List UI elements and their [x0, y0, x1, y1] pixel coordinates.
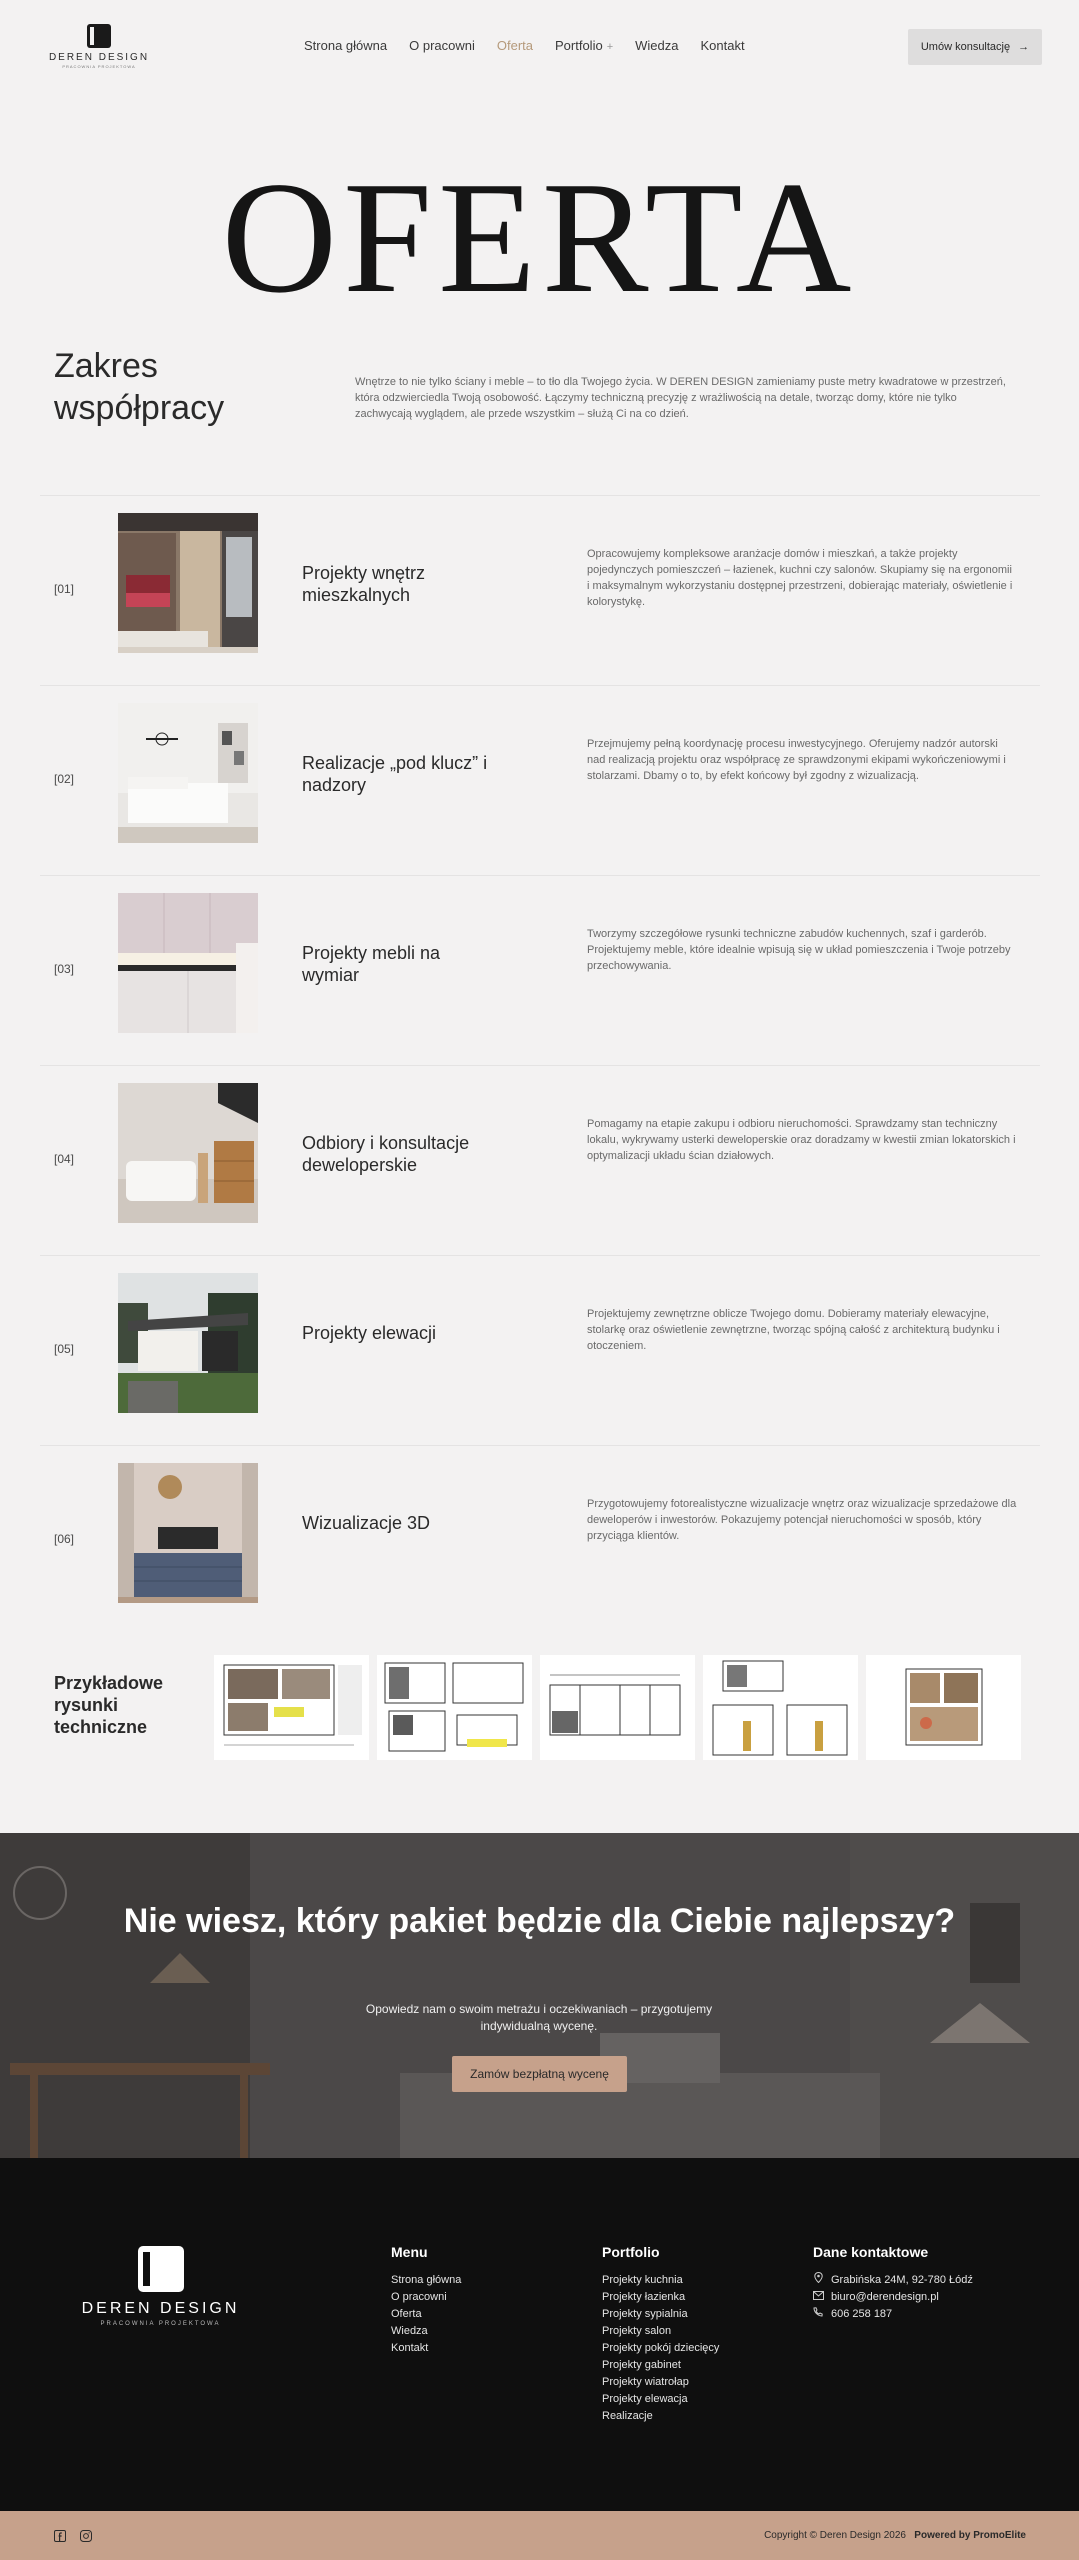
footer-menu: [391, 2244, 461, 2357]
book-consultation-button[interactable]: [908, 29, 1042, 65]
banner-subtitle: Opowiedz nam o swoim metrażu i oczekiwaniach – przygotujemy indywidualną wycenę.: [365, 2002, 713, 2033]
mail-icon: [813, 2289, 823, 2306]
footer-link-office[interactable]: Projekty gabinet: [602, 2359, 681, 2371]
footer-link-home[interactable]: Strona główna: [391, 2274, 462, 2286]
service-description: Tworzymy szczegółowe rysunki techniczne zabudów kuchennych, szaf i garderób. Projektujemy meble, które idealnie wpisują się w układ pomieszczenia i Twoje potrzeby przechowywania.: [587, 928, 1011, 972]
drawing-thumbnail[interactable]: [866, 1655, 1021, 1760]
service-description: Przygotowujemy fotorealistyczne wizualizacje wnętrz oraz wizualizacje sprzedażowe dla deweloperów i inwestorów. Pokazujemy potencjał nieruchomości w sposób, który przyciąga klientów.: [587, 1498, 1017, 1542]
footer-link-kids-room[interactable]: Projekty pokój dziecięcy: [602, 2342, 720, 2354]
nav-portfolio[interactable]: [555, 38, 613, 53]
service-image-consulting: [118, 1083, 258, 1223]
footer-contact: [813, 2244, 973, 2323]
drawing-thumbnail[interactable]: [377, 1655, 532, 1760]
service-row: [40, 1445, 1040, 1635]
footer-phone-text: 606 258 187: [831, 2308, 893, 2320]
service-row: [40, 495, 1040, 685]
nav-home[interactable]: Strona główna: [304, 38, 388, 53]
service-image-furniture: [118, 893, 258, 1033]
drawings-heading: Przykładowe rysunki techniczne: [54, 1673, 164, 1737]
location-pin-icon: [813, 2272, 823, 2289]
service-title: Projekty mebli na wymiar: [302, 943, 441, 985]
banner-title: Nie wiesz, który pakiet będzie dla Ciebie najlepszy?: [123, 1902, 956, 1940]
page-title: OFERTA: [221, 148, 858, 326]
service-number: [06]: [54, 1532, 75, 1546]
service-image-3d: [118, 1463, 258, 1603]
footer-logo[interactable]: [68, 2246, 253, 2327]
footer-portfolio: [602, 2244, 719, 2425]
bottom-bar: [0, 2511, 1079, 2560]
copyright: [764, 2530, 1026, 2541]
brand-logo[interactable]: [44, 24, 154, 70]
footer-email-text: biuro@derendesign.pl: [831, 2291, 939, 2303]
plus-icon: +: [606, 41, 614, 53]
phone-icon: [813, 2306, 823, 2323]
book-consultation-label: Umów konsultację: [920, 41, 1011, 53]
footer-link-contact[interactable]: Kontakt: [391, 2342, 429, 2354]
copyright-text: Copyright © Deren Design 2026: [764, 2530, 906, 2541]
footer-link-facade[interactable]: Projekty elewacja: [602, 2393, 688, 2405]
facebook-icon[interactable]: [54, 2529, 66, 2541]
site-header: [0, 0, 1079, 94]
service-row: [40, 875, 1040, 1065]
footer-link-kitchen[interactable]: Projekty kuchnia: [602, 2274, 683, 2286]
logo-tagline: PRACOWNIA PROJEKTOWA: [62, 64, 136, 69]
footer-link-bedroom[interactable]: Projekty sypialnia: [602, 2308, 688, 2320]
footer-link-realizations[interactable]: Realizacje: [602, 2410, 653, 2422]
arrow-right-icon: →: [1018, 41, 1030, 53]
footer-link-knowledge[interactable]: Wiedza: [391, 2325, 428, 2337]
service-title: Projekty wnętrz mieszkalnych: [302, 563, 426, 605]
intro-heading: Zakres współpracy: [54, 347, 225, 427]
service-title: Realizacje „pod klucz” i nadzory: [302, 753, 488, 795]
banner-background-image: [0, 1833, 1079, 2158]
footer-link-bathroom[interactable]: Projekty łazienka: [602, 2291, 686, 2303]
main-nav: [304, 38, 767, 53]
service-number: [04]: [54, 1152, 75, 1166]
intro-text: Wnętrze to nie tylko ściany i meble – to tło dla Twojego życia. W DEREN DESIGN zamieniamy puste metry kwadratowe w przestrzeń, która odzwierciedla Twoją osobowość. Łączymy techniczną precyzję z wrażliwością na detale, tworząc domy, które nie tylko zachwycają wyglądem, ale przede wszystkim – służą Ci na co dzień.: [355, 376, 1006, 420]
footer-address: [813, 2272, 973, 2289]
service-row: [40, 1065, 1040, 1255]
service-title: Odbiory i konsultacje deweloperskie: [302, 1133, 470, 1175]
drawing-thumbnail[interactable]: [703, 1655, 858, 1760]
drawing-thumbnail[interactable]: [214, 1655, 369, 1760]
drawing-thumbnail[interactable]: [540, 1655, 695, 1760]
service-description: Pomagamy na etapie zakupu i odbioru nieruchomości. Sprawdzamy stan techniczny lokalu, wykrywamy usterki deweloperskie oraz doradzamy w kwestii zmian lokatorskich i optymalizacji układu ścian działowych.: [587, 1118, 1016, 1162]
footer-menu-heading: Menu: [391, 2244, 428, 2260]
footer-email[interactable]: [813, 2289, 973, 2306]
footer-address-text: Grabińska 24M, 92-780 Łódź: [831, 2274, 973, 2286]
services-list: [40, 495, 1040, 1635]
free-quote-button[interactable]: Zamów bezpłatną wycenę: [452, 2056, 627, 2092]
service-image-living: [118, 513, 258, 653]
service-row: [40, 685, 1040, 875]
nav-contact[interactable]: Kontakt: [700, 38, 745, 53]
pricing-cta-banner: [0, 1833, 1079, 2158]
service-number: [01]: [54, 582, 75, 596]
footer-logo-tagline: PRACOWNIA PROJEKTOWA: [100, 2321, 221, 2327]
service-description: Przejmujemy pełną koordynację procesu inwestycyjnego. Oferujemy nadzór autorski nad realizacją projektu oraz współpracę ze sprawdzonymi ekipami wykończeniowymi i stolarzami. Dbamy o to, by efekt końcowy był zgodny z wizualizacją.: [587, 738, 1006, 782]
footer-contact-heading: Dane kontaktowe: [813, 2244, 929, 2260]
service-description: Projektujemy zewnętrzne oblicze Twojego domu. Dobieramy materiały elewacyjne, stolarkę oraz oświetlenie zewnętrzne, tworząc spójną całość z architekturą budynku i otoczeniem.: [587, 1308, 1000, 1352]
service-title: Wizualizacje 3D: [302, 1513, 431, 1533]
service-image-turnkey: [118, 703, 258, 843]
service-number: [05]: [54, 1342, 75, 1356]
footer-link-living-room[interactable]: Projekty salon: [602, 2325, 672, 2337]
service-number: [03]: [54, 962, 75, 976]
nav-about[interactable]: O pracowni: [409, 38, 475, 53]
service-description: Opracowujemy kompleksowe aranżacje domów i mieszkań, a także projekty pojedynczych pomieszczeń – łazienek, kuchni czy salonów. Skupiamy się na ergonomii i maksymalnym wykorzystaniu dostępnej przestrzeni, dobierając materiały, oświetlenie i kolorystykę.: [587, 548, 1013, 608]
service-image-facade: [118, 1273, 258, 1413]
service-title: Projekty elewacji: [302, 1323, 437, 1343]
powered-by-link[interactable]: Powered by PromoElite: [914, 2530, 1026, 2541]
nav-portfolio-label: Portfolio: [555, 38, 603, 53]
instagram-icon[interactable]: [80, 2529, 92, 2541]
footer-portfolio-heading: Portfolio: [602, 2244, 660, 2260]
nav-knowledge[interactable]: Wiedza: [635, 38, 679, 53]
nav-offer[interactable]: Oferta: [496, 38, 533, 53]
footer-logo-mark-icon: [138, 2246, 184, 2292]
footer-link-about[interactable]: O pracowni: [391, 2291, 447, 2303]
footer-phone[interactable]: [813, 2306, 973, 2323]
logo-mark-icon: [87, 24, 111, 48]
footer-logo-name: DEREN DESIGN: [81, 2300, 240, 2317]
service-number: [02]: [54, 772, 75, 786]
site-footer: [0, 2158, 1079, 2511]
service-row: [40, 1255, 1040, 1445]
logo-name: DEREN DESIGN: [48, 52, 150, 63]
footer-link-offer[interactable]: Oferta: [391, 2308, 422, 2320]
footer-link-hallway[interactable]: Projekty wiatrołap: [602, 2376, 689, 2388]
drawings-gallery: [214, 1655, 1021, 1760]
